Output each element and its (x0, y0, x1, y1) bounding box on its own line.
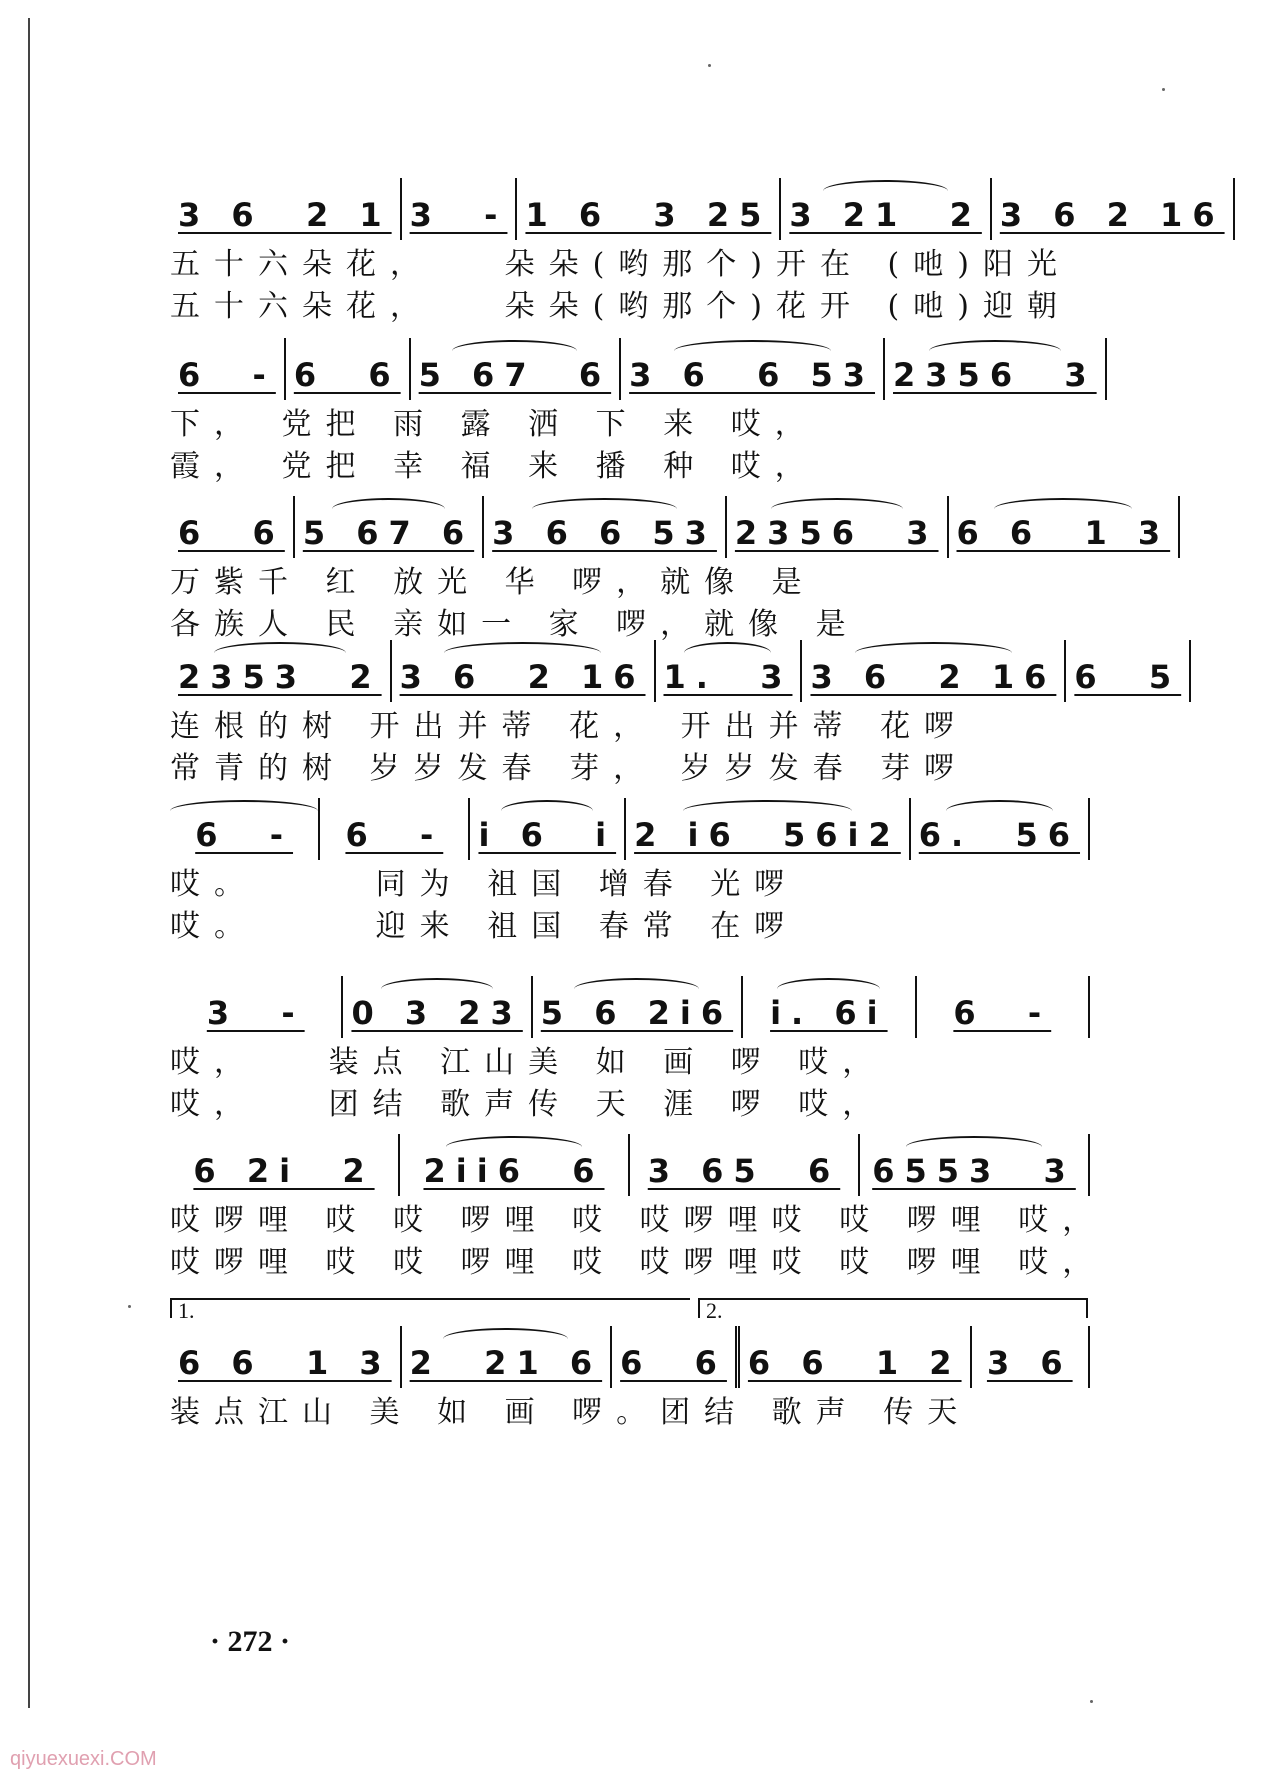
first-ending-label: 1. (178, 1298, 195, 1323)
notes: 3 6 2 16 (810, 658, 1057, 696)
left-margin-line (28, 18, 30, 1708)
measure (860, 1134, 1090, 1196)
notes: 6. 56 (918, 816, 1081, 854)
measure (286, 338, 411, 400)
measure (402, 1326, 612, 1388)
measure (533, 976, 743, 1038)
notes: 3 6 (986, 1344, 1073, 1382)
measure (781, 178, 991, 240)
slur (446, 1136, 583, 1158)
staff-line (170, 330, 1097, 400)
slur (777, 978, 880, 1000)
measure (656, 640, 803, 702)
lyric-line: 各族人 民 亲如一 家 啰，就像 是 (170, 607, 860, 642)
measure (411, 338, 621, 400)
measure (170, 1326, 402, 1388)
measure (802, 640, 1066, 702)
notes: 1 6 3 25 (525, 196, 772, 234)
measure (626, 798, 911, 860)
slur (823, 180, 948, 202)
lyric-line: 装点江山 美 如 画 啰。团结 歌声 传天 (170, 1395, 972, 1430)
speck (708, 64, 711, 67)
notes: 6 6 1 3 (956, 514, 1171, 552)
staff-line (170, 790, 1090, 860)
site-watermark: qiyuexuexi.COM (10, 1748, 157, 1770)
notes: 3 6 6 53 (629, 356, 876, 394)
notes: 6 - (953, 994, 1052, 1032)
measure (630, 1134, 860, 1196)
slur (684, 642, 771, 664)
page-number: · 272 · (210, 1625, 291, 1658)
measure (621, 338, 885, 400)
system-6 (170, 968, 1090, 1122)
measure (917, 976, 1090, 1038)
notes: 0 3 23 (351, 994, 523, 1032)
measure (392, 640, 656, 702)
lyric-line: 五十六朵花， 朵朵(哟那个)开在 (吔)阳光 (170, 247, 1071, 282)
second-ending-bracket (698, 1298, 1088, 1323)
measure (170, 976, 343, 1038)
lyric-line: 哎。 同为 祖国 增春 光啰 (170, 867, 799, 902)
notes: 3 - (409, 196, 508, 234)
slur (683, 800, 853, 822)
measure (170, 178, 402, 240)
notes: 3 6 2 1 (178, 196, 392, 234)
measure (170, 798, 320, 860)
notes: 2ii6 6 (423, 1152, 605, 1190)
notes: 2353 2 (178, 658, 382, 696)
slur (855, 642, 1012, 664)
lyric-line: 连根的树 开出并蒂 花， 开出并蒂 花啰 (170, 709, 969, 744)
measure (170, 1134, 400, 1196)
measure (170, 496, 295, 558)
slur (771, 498, 903, 520)
slur (674, 340, 831, 362)
staff-line (170, 968, 1090, 1038)
notes: 5 6 2i6 (540, 994, 734, 1032)
system-7 (170, 1126, 1107, 1280)
slur (332, 498, 444, 520)
system-3 (170, 488, 1171, 642)
notes: 5 67 6 (302, 514, 475, 552)
system-2 (170, 330, 1097, 484)
measure (343, 976, 532, 1038)
slur (443, 1328, 568, 1350)
notes: 6 2i 2 (193, 1152, 375, 1190)
notes: 2 21 6 (409, 1344, 603, 1382)
system-1 (170, 170, 1225, 324)
slur (906, 1136, 1043, 1158)
lyric-line: 哎。 迎来 祖国 春常 在啰 (170, 909, 799, 944)
measure (517, 178, 781, 240)
slur (574, 978, 699, 1000)
notes: 3 6 2 16 (399, 658, 646, 696)
speck (1162, 88, 1165, 91)
slur (452, 340, 577, 362)
notes: i. 6i (770, 994, 888, 1032)
notes: 6 - (345, 816, 444, 854)
measure (1066, 640, 1191, 702)
slur (214, 642, 346, 664)
second-ending-label: 2. (706, 1298, 723, 1323)
notes: 6 6 (293, 356, 401, 394)
measure (484, 496, 727, 558)
measure (170, 640, 392, 702)
slur (381, 978, 493, 1000)
notes: 2356 3 (734, 514, 939, 552)
notes: 1. 3 (663, 658, 793, 696)
staff-line (170, 632, 1182, 702)
notes: 3 21 2 (789, 196, 982, 234)
slur (929, 340, 1061, 362)
measure (402, 178, 518, 240)
lyric-line: 五十六朵花， 朵朵(哟那个)花开 (吔)迎朝 (170, 289, 1071, 324)
slur (501, 800, 593, 822)
lyric-line: 哎， 装点 江山美 如 画 啰 哎， (170, 1045, 887, 1080)
measure (740, 1326, 972, 1388)
system-4 (170, 632, 1182, 786)
notes: 6 6 (178, 514, 285, 552)
measure (911, 798, 1090, 860)
measure (727, 496, 949, 558)
lyric-line: 霞， 党把 幸 福 来 播 种 哎， (170, 449, 819, 484)
measure-repeat-end (612, 1326, 740, 1388)
first-ending-bracket (170, 1298, 690, 1323)
lyric-line: 下， 党把 雨 露 洒 下 来 哎， (170, 407, 819, 442)
notes: 2356 3 (893, 356, 1097, 394)
slur (532, 498, 676, 520)
slur (444, 642, 601, 664)
staff-line (170, 1126, 1090, 1196)
slur (946, 800, 1052, 822)
notes: 3 65 6 (647, 1152, 841, 1190)
notes: 6 - (195, 816, 294, 854)
system-8 (170, 1298, 1090, 1430)
staff-line (170, 170, 1225, 240)
measure (743, 976, 916, 1038)
notes: 3 - (206, 994, 305, 1032)
measure (170, 338, 286, 400)
speck (128, 1305, 131, 1308)
measure (320, 798, 470, 860)
notes: 6 6 1 3 (178, 1344, 392, 1382)
measure (400, 1134, 630, 1196)
notes: i 6 i (478, 816, 617, 854)
slur (170, 800, 318, 822)
lyric-line: 哎， 团结 歌声传 天 涯 啰 哎， (170, 1087, 887, 1122)
lyric-line: 常青的树 岁岁发春 芽， 岁岁发春 芽啰 (170, 751, 969, 786)
staff-line (170, 1318, 1090, 1388)
measure (972, 1326, 1090, 1388)
staff-line (170, 488, 1171, 558)
notes: 6 - (178, 356, 276, 394)
notes: 3 6 2 16 (999, 196, 1225, 234)
notes: 6 5 (1074, 658, 1182, 696)
notes: 6 6 (620, 1344, 727, 1382)
measure (885, 338, 1107, 400)
notes: 6 6 1 2 (747, 1344, 962, 1382)
notes: 2 i6 56i2 (634, 816, 901, 854)
speck (1090, 1700, 1093, 1703)
slur (994, 498, 1132, 520)
notes: 3 6 6 53 (492, 514, 717, 552)
measure (992, 178, 1235, 240)
measure (295, 496, 484, 558)
notes: 5 67 6 (418, 356, 612, 394)
notes: 6553 3 (872, 1152, 1076, 1190)
measure (470, 798, 626, 860)
measure (949, 496, 1181, 558)
lyric-line: 哎啰哩 哎 哎 啰哩 哎 哎啰哩哎 哎 啰哩 哎， (170, 1245, 1107, 1280)
lyric-line: 哎啰哩 哎 哎 啰哩 哎 哎啰哩哎 哎 啰哩 哎， (170, 1203, 1107, 1238)
system-5 (170, 790, 1090, 944)
lyric-line: 万紫千 红 放光 华 啰，就像 是 (170, 565, 816, 600)
